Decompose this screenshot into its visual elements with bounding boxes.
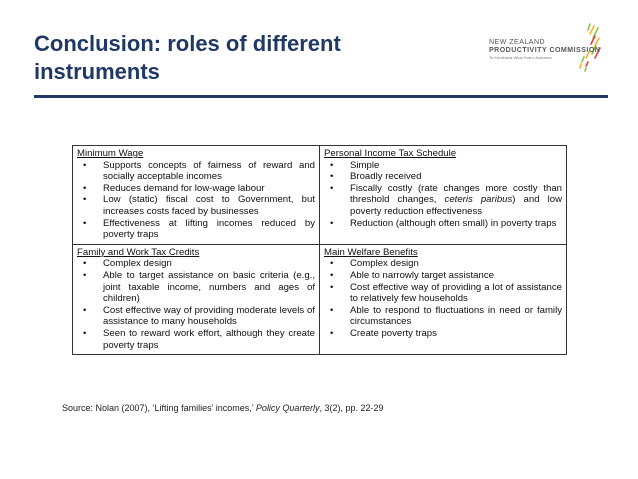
cell-family-work-tax-credits: [73, 244, 320, 354]
list-item: • Seen to reward work effort, although they create poverty traps: [77, 328, 315, 351]
bullet-list: [77, 160, 315, 241]
list-item: • Fiscally costly (rate changes more costly than threshold changes, ceteris paribus) and low poverty reduction effectiveness: [324, 183, 562, 218]
list-item: • Able to target assistance on basic criteria (e.g., joint taxable income, numbers and ages of children): [77, 270, 315, 305]
list-item: • Able to respond to fluctuations in need or family circumstances: [324, 305, 562, 328]
list-item: • Simple: [324, 160, 562, 172]
cell-title: Main Welfare Benefits: [324, 246, 418, 258]
list-item: • Effectiveness at lifting incomes reduced by poverty traps: [77, 218, 315, 241]
slide-title: Conclusion: roles of different instruments: [34, 31, 341, 84]
bullet-list: [324, 160, 562, 230]
list-item: • Low (static) fiscal cost to Government, but increases costs faced by businesses: [77, 194, 315, 217]
source-prefix: Source: Nolan (2007), ‘Lifting families’ incomes,’: [62, 403, 256, 413]
logo-line-1: NEW ZEALAND: [489, 39, 546, 46]
list-item: • Create poverty traps: [324, 328, 562, 340]
table-row: [73, 244, 567, 354]
list-item: • Complex design: [324, 258, 562, 270]
source-citation: [62, 403, 582, 413]
logo-text: [489, 39, 601, 60]
list-item: • Broadly received: [324, 171, 562, 183]
bullet-list: [324, 258, 562, 339]
table-row: [73, 146, 567, 245]
cell-main-welfare-benefits: [320, 244, 567, 354]
list-item: • Able to narrowly target assistance: [324, 270, 562, 282]
cell-title: Personal Income Tax Schedule: [324, 148, 457, 159]
logo-line-3: Te Kōmihana Whai Hua o Aotearoa: [489, 55, 552, 60]
cell-title: Family and Work Tax Credits: [77, 246, 200, 258]
list-item: • Complex design: [77, 258, 315, 270]
cell-title: Minimum Wage: [77, 148, 144, 159]
list-item: • Cost effective way of providing moderate levels of assistance to many households: [77, 305, 315, 328]
title-underline: [34, 95, 608, 98]
list-item: • Reduces demand for low-wage labour: [77, 183, 315, 195]
source-journal: Policy Quarterly: [255, 403, 320, 413]
list-item: • Reduction (although often small) in poverty traps: [324, 218, 562, 230]
list-item: • Cost effective way of providing a lot of assistance to relatively few households: [324, 282, 562, 305]
instruments-table: [72, 145, 567, 355]
cell-minimum-wage: [73, 146, 320, 245]
source-suffix: , 3(2), pp. 22-29: [319, 403, 384, 413]
logo-line-2: PRODUCTIVITY COMMISSION: [489, 47, 601, 54]
cell-personal-income-tax: [320, 146, 567, 245]
list-item: • Supports concepts of fairness of reward and socially acceptable incomes: [77, 160, 315, 183]
bullet-list: [77, 258, 315, 351]
